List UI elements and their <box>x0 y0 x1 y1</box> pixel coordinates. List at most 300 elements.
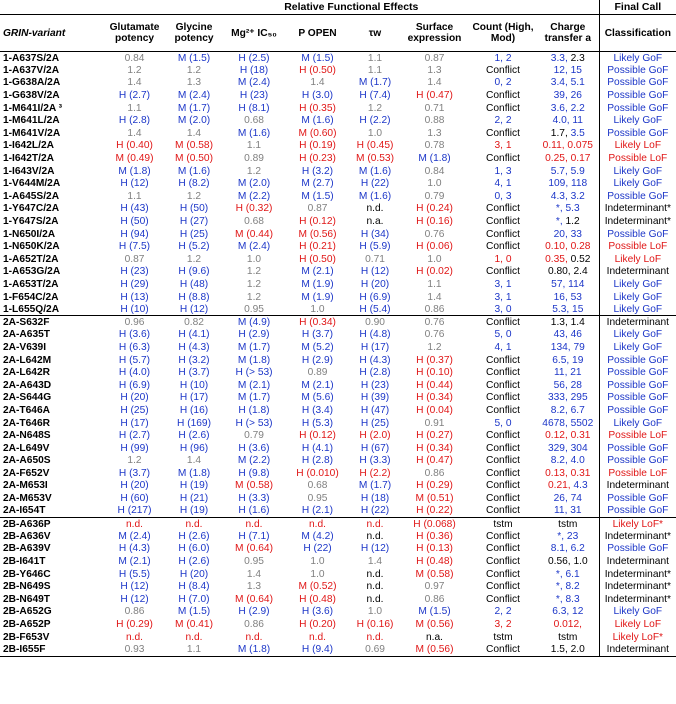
cell-tau-w: n.d. <box>366 203 384 215</box>
charge-part: 0.11, 0.075 <box>542 140 593 152</box>
cell-glycine-potency: H (2.6) <box>178 530 210 542</box>
cell-surface-expression: H (0.34) <box>416 392 453 404</box>
cell-glycine-potency: M (0.41) <box>175 619 213 631</box>
count-part: 4, 1 <box>494 178 512 190</box>
cell-variant: 1-N650I/2A <box>3 228 56 240</box>
count-part: Conflict <box>486 127 520 139</box>
table-row <box>0 643 676 656</box>
cell-variant: 1-I642T/2A <box>3 153 54 165</box>
table-row <box>0 631 676 644</box>
cell-count <box>469 543 537 556</box>
count-part: Conflict <box>486 354 520 366</box>
charge-part: 3.6, 2.2 <box>550 102 585 114</box>
cell-glutamate-potency: H (4.3) <box>118 543 151 555</box>
count-part: 1, 0 <box>494 253 512 265</box>
cell-count <box>469 467 537 480</box>
charge-part: 4.3, 3.2 <box>550 190 585 202</box>
cell-surface-expression: H (0.34) <box>416 442 453 454</box>
cell-count <box>469 354 537 367</box>
cell-popen: 1.0 <box>310 568 325 580</box>
charge-part: *, 8.2 <box>555 581 580 593</box>
cell-popen: H (2.8) <box>301 455 334 467</box>
count-part: 0, 3 <box>494 190 512 202</box>
cell-glycine-potency: H (25) <box>179 228 209 240</box>
cell-glutamate-potency: H (2.7) <box>118 90 151 102</box>
cell-surface-expression: M (1.5) <box>418 606 451 618</box>
cell-mg-ic50: M (0.58) <box>235 480 273 492</box>
table-row <box>0 266 676 279</box>
count-part: Conflict <box>486 241 520 253</box>
cell-count <box>469 593 537 606</box>
cell-classification: Likely GoF <box>599 303 676 316</box>
count-part: Conflict <box>486 228 520 240</box>
cell-variant: 1-A645S/2A <box>3 190 60 202</box>
cell-glycine-potency: M (1.5) <box>177 52 211 64</box>
cell-mg-ic50: M (0.64) <box>235 593 273 605</box>
cell-variant: 2A-A650S <box>3 455 51 467</box>
cell-charge-transfer <box>537 530 599 543</box>
col-glutamate-potency: Glutamate potency <box>104 15 165 52</box>
cell-variant: 2B-Y646C <box>3 568 51 580</box>
cell-popen: H (2.1) <box>301 505 334 517</box>
cell-variant: 1-I643V/2A <box>3 165 55 177</box>
cell-count <box>469 190 537 203</box>
cell-charge-transfer <box>537 455 599 468</box>
cell-glutamate-potency: 1.2 <box>127 455 142 467</box>
cell-popen: M (1.5) <box>301 190 334 202</box>
cell-count <box>469 266 537 279</box>
cell-tau-w: H (5.9) <box>359 241 391 253</box>
count-part: Conflict <box>486 643 520 655</box>
cell-surface-expression: H (0.22) <box>416 505 453 517</box>
cell-count <box>469 64 537 77</box>
cell-popen: M (0.60) <box>298 127 337 139</box>
cell-classification: Possible GoF <box>599 392 676 405</box>
cell-surface-expression: H (0.10) <box>416 367 453 379</box>
cell-glutamate-potency: M (2.1) <box>118 556 151 568</box>
count-part: 3, 0 <box>494 303 512 315</box>
cell-tau-w: n.d. <box>366 593 384 605</box>
cell-classification: Possible GoF <box>599 127 676 140</box>
cell-surface-expression: 1.0 <box>427 253 442 265</box>
cell-glycine-potency: H (4.3) <box>178 341 210 353</box>
cell-surface-expression: H (0.06) <box>416 241 453 253</box>
cell-glutamate-potency: H (5.7) <box>118 354 151 366</box>
cell-tau-w: H (6.9) <box>359 291 391 303</box>
cell-count <box>469 517 537 530</box>
cell-tau-w: n.d. <box>366 581 384 593</box>
count-part: 0, 2 <box>494 77 512 89</box>
cell-surface-expression: H (0.44) <box>416 379 453 391</box>
cell-glycine-potency: 1.2 <box>186 190 202 202</box>
table-row <box>0 467 676 480</box>
cell-classification: Indeterminant <box>599 266 676 279</box>
cell-surface-expression: 1.4 <box>427 291 442 303</box>
cell-glycine-potency: H (10) <box>179 379 209 391</box>
cell-popen: H (0.21) <box>299 241 336 253</box>
table-row <box>0 379 676 392</box>
cell-charge-transfer <box>537 354 599 367</box>
cell-tau-w: H (0.16) <box>356 619 394 631</box>
cell-count <box>469 455 537 468</box>
cell-classification: Likely GoF <box>599 52 676 65</box>
cell-count <box>469 165 537 178</box>
count-part: Conflict <box>486 367 520 379</box>
table-row <box>0 177 676 190</box>
cell-glutamate-potency: H (2.7) <box>118 430 151 442</box>
cell-glutamate-potency: 1.2 <box>127 64 142 76</box>
cell-charge-transfer <box>537 631 599 644</box>
cell-variant: 1-M641L/2A <box>3 115 60 127</box>
cell-variant: 2A-A635T <box>3 329 50 341</box>
cell-glycine-potency: M (1.8) <box>177 467 211 479</box>
cell-surface-expression: H (0.37) <box>416 354 453 366</box>
cell-glutamate-potency: H (4.0) <box>118 367 151 379</box>
count-part: 5, 0 <box>494 417 512 429</box>
cell-surface-expression: M (0.56) <box>415 619 454 631</box>
cell-popen: n.d. <box>309 631 326 643</box>
header-row-groups <box>0 0 676 15</box>
table-row <box>0 517 676 530</box>
cell-classification: Possible GoF <box>599 455 676 468</box>
cell-count <box>469 89 537 102</box>
cell-classification: Possible LoF <box>599 152 676 165</box>
cell-popen: M (2.7) <box>301 178 334 190</box>
table-row <box>0 190 676 203</box>
cell-charge-transfer <box>537 177 599 190</box>
cell-classification: Indeterminant <box>599 316 676 329</box>
cell-glycine-potency: H (2.6) <box>178 556 210 568</box>
cell-glutamate-potency: H (94) <box>120 228 149 240</box>
count-part: Conflict <box>486 493 520 505</box>
table-row <box>0 329 676 342</box>
cell-classification: Indeterminant* <box>599 215 676 228</box>
cell-glycine-potency: 1.3 <box>186 77 202 89</box>
cell-mg-ic50: M (1.8) <box>223 643 285 656</box>
cell-surface-expression: H (0.36) <box>416 530 453 542</box>
charge-part: *, 6.1 <box>555 568 580 580</box>
col-mg-ic50: Mg²⁺ IC₅₀ <box>223 15 285 52</box>
table-row <box>0 366 676 379</box>
cell-glycine-potency: H (169) <box>177 417 211 429</box>
cell-tau-w: H (22) <box>360 178 390 190</box>
cell-tau-w: n.d. <box>366 530 384 542</box>
cell-classification: Likely GoF <box>599 165 676 178</box>
charge-part: 2.3 <box>570 52 585 64</box>
charge-part: *, <box>555 216 566 228</box>
cell-variant: 2B-F653V <box>3 631 50 643</box>
cell-variant: 2A-T646R <box>3 417 50 429</box>
charge-part: tstm <box>558 631 578 643</box>
cell-glutamate-potency: 1.4 <box>127 77 142 89</box>
cell-classification: Possible GoF <box>599 64 676 77</box>
cell-variant: 2B-A636P <box>0 517 104 530</box>
cell-count <box>469 643 537 656</box>
cell-surface-expression: 1.2 <box>427 341 442 353</box>
table-row <box>0 530 676 543</box>
cell-count <box>469 203 537 216</box>
cell-popen: H (0.12) <box>299 430 336 442</box>
charge-part: 12, 15 <box>553 64 582 76</box>
cell-glutamate-potency: H (29) <box>120 278 149 290</box>
cell-count <box>469 618 537 631</box>
cell-count <box>469 303 537 316</box>
cell-glutamate-potency: H (0.40) <box>116 140 153 152</box>
cell-classification: Likely GoF <box>599 278 676 291</box>
cell-surface-expression: M (0.56) <box>400 643 469 656</box>
cell-charge-transfer <box>537 102 599 115</box>
count-part: Conflict <box>486 90 520 102</box>
cell-surface-expression: 0.86 <box>424 593 445 605</box>
cell-mg-ic50: M (1.7) <box>237 392 271 404</box>
count-part: Conflict <box>486 379 520 391</box>
cell-count <box>469 240 537 253</box>
col-popen: P OPEN <box>285 15 350 52</box>
cell-mg-ic50: 0.68 <box>244 216 264 228</box>
cell-glycine-potency: 1.4 <box>186 455 202 467</box>
cell-count <box>469 555 537 568</box>
charge-part: 0.13, 0.31 <box>545 467 591 479</box>
cell-glycine-potency: H (8.4) <box>178 581 210 593</box>
charge-part: *, 5.3 <box>555 203 580 215</box>
cell-classification: Likely LoF <box>599 253 676 266</box>
cell-glutamate-potency: H (12) <box>120 593 149 605</box>
cell-count <box>469 392 537 405</box>
cell-surface-expression: 0.76 <box>400 316 469 329</box>
table-row <box>0 593 676 606</box>
cell-variant: 1-G638A/2A <box>3 77 61 89</box>
cell-popen: H (0.48) <box>299 593 336 605</box>
table-row <box>0 580 676 593</box>
cell-mg-ic50: H (2.5) <box>238 52 270 64</box>
cell-variant: 2B-A652G <box>3 606 52 618</box>
cell-glutamate-potency: M (0.49) <box>115 153 154 165</box>
cell-surface-expression: H (0.47) <box>416 90 453 102</box>
cell-mg-ic50: M (2.1) <box>237 379 271 391</box>
cell-mg-ic50: M (0.44) <box>235 228 273 240</box>
cell-classification: Indeterminant* <box>599 580 676 593</box>
cell-glycine-potency: M (2.4) <box>177 90 211 102</box>
count-part: Conflict <box>486 480 520 492</box>
cell-mg-ic50: H (7.1) <box>238 530 270 542</box>
charge-part: 5.7, 5.9 <box>550 165 585 177</box>
cell-charge-transfer <box>537 404 599 417</box>
cell-classification: Possible GoF <box>599 492 676 505</box>
cell-charge-transfer <box>537 64 599 77</box>
cell-surface-expression: H (0.48) <box>416 556 453 568</box>
cell-mg-ic50: M (4.9) <box>223 316 285 329</box>
cell-surface-expression: 0.97 <box>424 581 445 593</box>
cell-tau-w: H (5.4) <box>359 303 391 315</box>
cell-classification: Likely GoF <box>599 177 676 190</box>
cell-count <box>469 114 537 127</box>
table-row <box>0 480 676 493</box>
charge-part: 6.5, 19 <box>552 354 584 366</box>
cell-surface-expression: 0.86 <box>424 303 445 315</box>
cell-surface-expression: 0.88 <box>424 115 445 127</box>
cell-mg-ic50: H (2.9) <box>238 606 270 618</box>
cell-surface-expression: M (0.51) <box>415 493 454 505</box>
cell-glycine-potency: H (20) <box>179 568 209 580</box>
cell-classification: Likely LoF <box>599 618 676 631</box>
table-row <box>0 291 676 304</box>
cell-mg-ic50: M (1.8) <box>237 354 271 366</box>
table-row <box>0 52 676 65</box>
charge-part: 4678, 5502 <box>542 417 594 429</box>
cell-glycine-potency: H (3.7) <box>178 367 210 379</box>
cell-popen: H (9.4) <box>285 643 350 656</box>
count-part: Conflict <box>486 64 520 76</box>
charge-part: 57, 114 <box>551 278 585 290</box>
cell-popen: M (1.9) <box>301 278 334 290</box>
cell-glutamate-potency: M (2.4) <box>118 530 151 542</box>
cell-variant: 2A-N648S <box>3 430 51 442</box>
cell-variant: 2B-A652P <box>3 619 51 631</box>
count-part: Conflict <box>486 404 520 416</box>
cell-charge-transfer <box>537 316 599 329</box>
cell-glutamate-potency: H (17) <box>120 417 149 429</box>
cell-mg-ic50: n.d. <box>223 517 285 530</box>
cell-surface-expression: 0.71 <box>424 102 445 114</box>
cell-popen: H (3.6) <box>301 606 334 618</box>
cell-glycine-potency: H (7.0) <box>178 593 210 605</box>
cell-glutamate-potency: H (12) <box>120 178 149 190</box>
cell-glutamate-potency: H (50) <box>120 216 149 228</box>
cell-popen: M (5.2) <box>301 341 334 353</box>
cell-variant: 1-L655Q/2A <box>3 303 60 315</box>
cell-surface-expression: H (0.068) <box>400 517 469 530</box>
cell-glutamate-potency: M (1.8) <box>118 165 151 177</box>
cell-popen: H (0.35) <box>299 102 336 114</box>
count-part: Conflict <box>486 102 520 114</box>
cell-tau-w: H (20) <box>360 278 390 290</box>
cell-count <box>469 505 537 518</box>
header-row-columns <box>0 15 676 52</box>
table-row <box>0 404 676 417</box>
cell-mg-ic50: M (0.64) <box>235 543 273 555</box>
cell-popen: M (4.2) <box>301 530 334 542</box>
cell-classification: Possible GoF <box>599 354 676 367</box>
cell-tau-w: n.d. <box>366 568 384 580</box>
cell-mg-ic50: H (> 53) <box>235 367 273 379</box>
cell-surface-expression: H (0.27) <box>416 430 453 442</box>
cell-surface-expression: 0.91 <box>424 417 445 429</box>
charge-part: 8.2, 4.0 <box>550 455 585 467</box>
cell-surface-expression: 1.3 <box>427 64 442 76</box>
charge-part: 0.21, <box>547 480 574 492</box>
charge-part: 8.2, 6.7 <box>550 404 585 416</box>
cell-popen: 0.89 <box>307 367 328 379</box>
col-tau-w: τw <box>350 15 400 52</box>
count-part: 4, 1 <box>494 341 512 353</box>
count-part: Conflict <box>486 216 520 228</box>
cell-glycine-potency: H (3.2) <box>178 354 210 366</box>
charge-part: 0.012, <box>553 619 582 631</box>
cell-glutamate-potency: 0.87 <box>124 253 145 265</box>
cell-tau-w: 1.2 <box>367 102 383 114</box>
cell-variant: 1-A637S/2A <box>3 52 60 64</box>
count-part: 3, 1 <box>494 140 512 152</box>
cell-tau-w: H (3.3) <box>359 455 391 467</box>
col-surface-expression: Surface expression <box>400 15 469 52</box>
charge-part: 1.2 <box>565 216 580 228</box>
cell-count <box>469 102 537 115</box>
cell-surface-expression: H (0.24) <box>416 203 453 215</box>
cell-surface-expression: n.a. <box>426 631 443 643</box>
charge-part: 6.3, 12 <box>552 606 584 618</box>
charge-part: 8.1, 6.2 <box>550 543 585 555</box>
cell-glycine-potency: H (19) <box>179 480 209 492</box>
cell-tau-w: M (1.6) <box>358 190 392 202</box>
cell-classification: Possible GoF <box>599 190 676 203</box>
cell-popen: M (5.6) <box>301 392 334 404</box>
cell-glycine-potency: H (12) <box>179 303 209 315</box>
cell-variant: 1-N650K/2A <box>3 241 60 253</box>
cell-glutamate-potency: H (6.9) <box>118 379 151 391</box>
table-row <box>0 505 676 518</box>
count-part: Conflict <box>486 581 520 593</box>
cell-classification: Likely LoF* <box>599 517 676 530</box>
cell-popen: H (4.1) <box>301 442 334 454</box>
cell-glutamate-potency: H (6.3) <box>118 341 151 353</box>
cell-surface-expression: 1.0 <box>427 178 442 190</box>
cell-surface-expression: 0.76 <box>424 329 445 341</box>
cell-tau-w: 1.4 <box>367 556 383 568</box>
cell-count <box>469 404 537 417</box>
cell-classification: Indeterminant* <box>599 593 676 606</box>
cell-surface-expression: 1.1 <box>427 278 442 290</box>
cell-popen: H (3.2) <box>301 165 334 177</box>
cell-tau-w: M (1.7) <box>358 480 392 492</box>
cell-classification: Indeterminant* <box>599 530 676 543</box>
cell-variant: 1-A637V/2A <box>3 64 60 76</box>
table-row <box>0 555 676 568</box>
cell-classification: Likely GoF <box>599 341 676 354</box>
cell-mg-ic50: M (2.0) <box>237 178 271 190</box>
cell-count <box>469 253 537 266</box>
cell-classification: Possible GoF <box>599 228 676 241</box>
cell-charge-transfer <box>537 643 599 656</box>
cell-count <box>469 606 537 619</box>
charge-part: 16, 53 <box>553 291 582 303</box>
cell-popen: H (0.50) <box>299 253 336 265</box>
cell-tau-w: n.d. <box>366 631 384 643</box>
cell-classification: Possible LoF <box>599 240 676 253</box>
cell-mg-ic50: 0.89 <box>244 153 264 165</box>
cell-charge-transfer <box>537 492 599 505</box>
charge-part: 39, 26 <box>553 90 582 102</box>
cell-glutamate-potency: H (217) <box>117 505 152 517</box>
cell-glutamate-potency: H (2.8) <box>118 115 151 127</box>
cell-glycine-potency: H (96) <box>179 442 209 454</box>
cell-charge-transfer <box>537 127 599 140</box>
cell-charge-transfer <box>537 606 599 619</box>
cell-tau-w: H (47) <box>360 404 390 416</box>
cell-variant: 2B-N649T <box>3 593 50 605</box>
cell-popen: H (3.0) <box>301 90 334 102</box>
cell-count <box>469 417 537 430</box>
cell-variant: 2B-A636V <box>3 530 51 542</box>
cell-glycine-potency: H (8.8) <box>178 291 210 303</box>
cell-glycine-potency: M (1.5) <box>177 606 211 618</box>
cell-classification: Likely LoF* <box>599 631 676 644</box>
cell-mg-ic50: H (3.6) <box>238 442 270 454</box>
table-row <box>0 341 676 354</box>
cell-glutamate-potency: H (12) <box>120 581 149 593</box>
cell-classification: Possible GoF <box>599 102 676 115</box>
cell-variant: 2B-I655F <box>0 643 104 656</box>
cell-count <box>469 291 537 304</box>
